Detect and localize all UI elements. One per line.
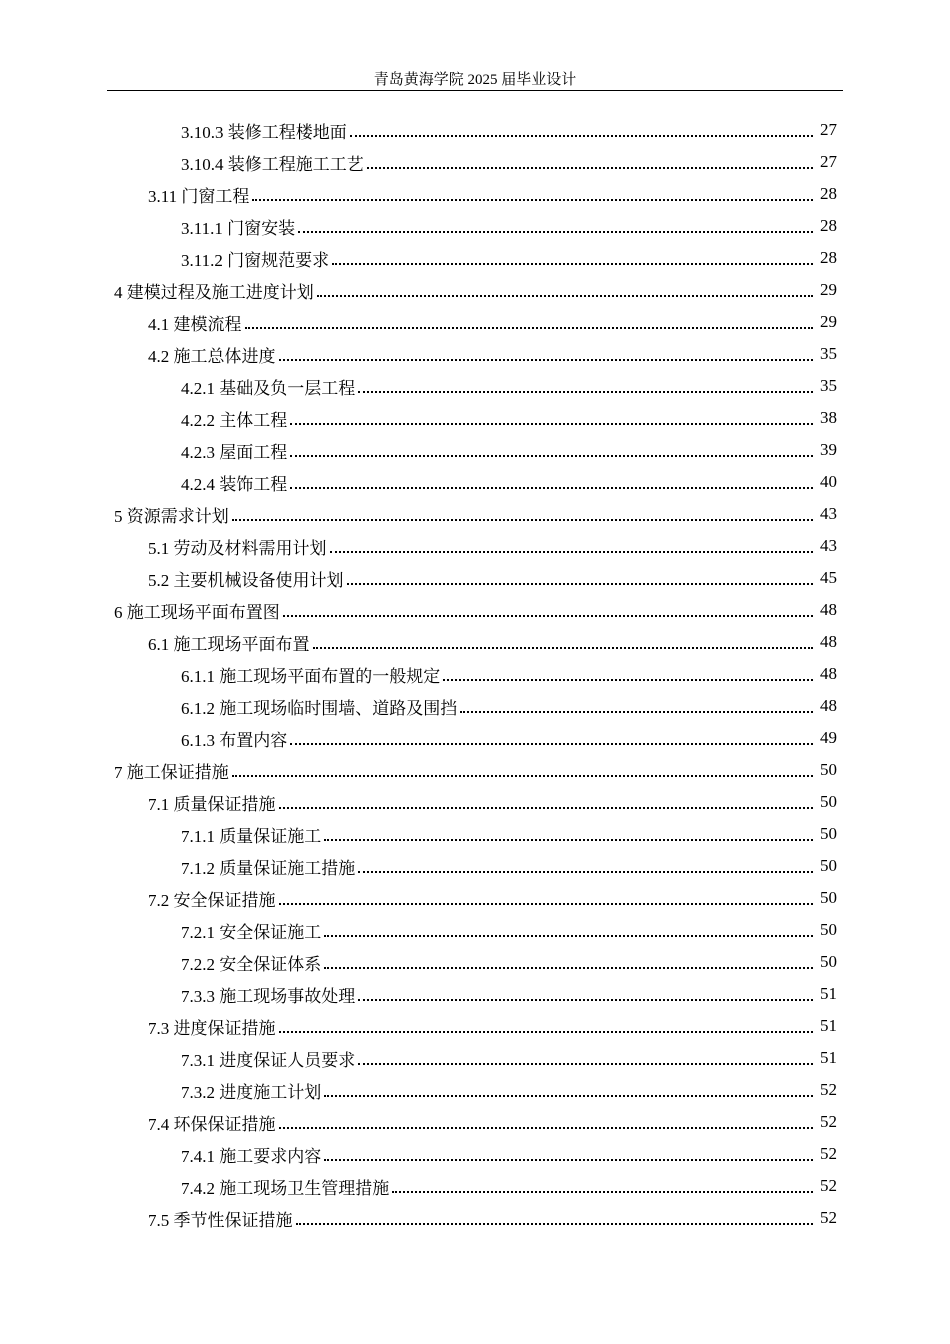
toc-entry[interactable] bbox=[0, 722, 837, 754]
toc-entry-label: 7 施工保证措施 bbox=[114, 762, 229, 782]
toc-entry[interactable] bbox=[0, 850, 837, 882]
toc-entry[interactable] bbox=[0, 978, 837, 1010]
dot-leader bbox=[245, 326, 814, 329]
dot-leader bbox=[296, 1222, 814, 1225]
toc-entry-page-number: 48 bbox=[820, 600, 837, 619]
toc-entry-page-number: 43 bbox=[820, 504, 837, 523]
dot-leader bbox=[298, 230, 813, 233]
toc-entry-page-number: 50 bbox=[820, 824, 837, 843]
dot-leader bbox=[324, 934, 813, 937]
toc-entry[interactable] bbox=[0, 338, 837, 370]
toc-entry-label: 6.1 施工现场平面布置 bbox=[148, 634, 310, 654]
toc-entry[interactable] bbox=[0, 1138, 837, 1170]
dot-leader bbox=[252, 198, 813, 201]
header-title: 青岛黄海学院 2025 届毕业设计 bbox=[373, 72, 577, 88]
toc-entry-label: 4.2.4 装饰工程 bbox=[181, 474, 288, 494]
dot-leader bbox=[290, 422, 813, 425]
toc-entry-label: 4.2.2 主体工程 bbox=[181, 410, 288, 430]
toc-entry-page-number: 50 bbox=[820, 952, 837, 971]
toc-entry-page-number: 45 bbox=[820, 568, 837, 587]
toc-entry[interactable] bbox=[0, 1170, 837, 1202]
toc-entry-page-number: 28 bbox=[820, 184, 837, 203]
dot-leader bbox=[460, 710, 813, 713]
toc-entry-page-number: 50 bbox=[820, 856, 837, 875]
toc-entry-page-number: 48 bbox=[820, 664, 837, 683]
toc-entry-page-number: 27 bbox=[820, 120, 837, 139]
dot-leader bbox=[279, 1030, 814, 1033]
toc-entry[interactable] bbox=[0, 818, 837, 850]
toc-entry-label: 7.2 安全保证措施 bbox=[148, 890, 276, 910]
toc-entry-label: 3.11 门窗工程 bbox=[148, 186, 250, 206]
toc-entry-page-number: 48 bbox=[820, 632, 837, 651]
toc-entry-page-number: 29 bbox=[820, 312, 837, 331]
toc-entry[interactable] bbox=[0, 530, 837, 562]
dot-leader bbox=[290, 486, 813, 489]
toc-entry[interactable] bbox=[0, 882, 837, 914]
dot-leader bbox=[279, 1126, 814, 1129]
toc-entry-label: 7.3.2 进度施工计划 bbox=[181, 1082, 322, 1102]
toc-entry-page-number: 52 bbox=[820, 1080, 837, 1099]
toc-entry-page-number: 51 bbox=[820, 1048, 837, 1067]
toc-entry-label: 7.3.1 进度保证人员要求 bbox=[181, 1050, 356, 1070]
toc-entry[interactable] bbox=[0, 306, 837, 338]
toc-entry-label: 7.4 环保保证措施 bbox=[148, 1114, 276, 1134]
toc-entry[interactable] bbox=[0, 434, 837, 466]
toc-entry-label: 3.11.2 门窗规范要求 bbox=[181, 250, 330, 270]
dot-leader bbox=[279, 902, 814, 905]
dot-leader bbox=[324, 1158, 813, 1161]
toc-entry[interactable] bbox=[0, 594, 837, 626]
toc-entry-page-number: 52 bbox=[820, 1176, 837, 1195]
toc-entry[interactable] bbox=[0, 1042, 837, 1074]
toc-entry-label: 6 施工现场平面布置图 bbox=[114, 602, 280, 622]
toc-entry-label: 7.5 季节性保证措施 bbox=[148, 1210, 293, 1230]
toc-entry-label: 7.4.2 施工现场卫生管理措施 bbox=[181, 1178, 390, 1198]
toc-entry-page-number: 28 bbox=[820, 248, 837, 267]
toc-entry[interactable] bbox=[0, 242, 837, 274]
toc-entry-label: 5 资源需求计划 bbox=[114, 506, 229, 526]
toc-entry[interactable] bbox=[0, 1074, 837, 1106]
dot-leader bbox=[317, 294, 813, 297]
toc-entry-label: 5.1 劳动及材料需用计划 bbox=[148, 538, 327, 558]
toc-entry-label: 3.10.3 装修工程楼地面 bbox=[181, 122, 347, 142]
toc-entry-page-number: 35 bbox=[820, 376, 837, 395]
dot-leader bbox=[367, 166, 813, 169]
toc-entry-label: 7.1 质量保证措施 bbox=[148, 794, 276, 814]
toc-entry-label: 6.1.3 布置内容 bbox=[181, 730, 288, 750]
toc-entry[interactable] bbox=[0, 1010, 837, 1042]
toc-entry-page-number: 52 bbox=[820, 1112, 837, 1131]
toc-entry-label: 7.2.1 安全保证施工 bbox=[181, 922, 322, 942]
toc-entry-page-number: 40 bbox=[820, 472, 837, 491]
dot-leader bbox=[332, 262, 813, 265]
toc-entry[interactable] bbox=[0, 754, 837, 786]
toc-entry-label: 4.2.1 基础及负一层工程 bbox=[181, 378, 356, 398]
toc-entry[interactable] bbox=[0, 402, 837, 434]
toc-entry-label: 4.2.3 屋面工程 bbox=[181, 442, 288, 462]
dot-leader bbox=[358, 390, 813, 393]
toc-entry[interactable] bbox=[0, 1106, 837, 1138]
toc-entry-page-number: 39 bbox=[820, 440, 837, 459]
toc-entry[interactable] bbox=[0, 562, 837, 594]
dot-leader bbox=[232, 518, 813, 521]
table-of-contents bbox=[0, 114, 950, 1234]
toc-entry-page-number: 28 bbox=[820, 216, 837, 235]
toc-entry[interactable] bbox=[0, 178, 837, 210]
toc-entry-label: 3.10.4 装修工程施工工艺 bbox=[181, 154, 364, 174]
toc-entry-label: 7.4.1 施工要求内容 bbox=[181, 1146, 322, 1166]
toc-entry[interactable] bbox=[0, 1202, 837, 1234]
toc-entry[interactable] bbox=[0, 914, 837, 946]
dot-leader bbox=[330, 550, 814, 553]
toc-entry-label: 6.1.1 施工现场平面布置的一般规定 bbox=[181, 666, 441, 686]
toc-entry-page-number: 38 bbox=[820, 408, 837, 427]
dot-leader bbox=[324, 838, 813, 841]
dot-leader bbox=[279, 358, 814, 361]
dot-leader bbox=[290, 742, 813, 745]
toc-entry-page-number: 49 bbox=[820, 728, 837, 747]
toc-entry-page-number: 43 bbox=[820, 536, 837, 555]
toc-entry[interactable] bbox=[0, 498, 837, 530]
dot-leader bbox=[283, 614, 813, 617]
dot-leader bbox=[392, 1190, 813, 1193]
toc-entry[interactable] bbox=[0, 210, 837, 242]
toc-entry[interactable] bbox=[0, 146, 837, 178]
dot-leader bbox=[358, 870, 813, 873]
toc-entry-page-number: 27 bbox=[820, 152, 837, 171]
toc-entry[interactable] bbox=[0, 946, 837, 978]
toc-entry[interactable] bbox=[0, 114, 837, 146]
toc-entry-page-number: 50 bbox=[820, 920, 837, 939]
dot-leader bbox=[313, 646, 814, 649]
toc-entry-label: 7.1.2 质量保证施工措施 bbox=[181, 858, 356, 878]
toc-entry[interactable] bbox=[0, 626, 837, 658]
toc-entry-label: 7.3.3 施工现场事故处理 bbox=[181, 986, 356, 1006]
dot-leader bbox=[443, 678, 813, 681]
toc-entry-label: 4.1 建模流程 bbox=[148, 314, 242, 334]
toc-entry-label: 3.11.1 门窗安装 bbox=[181, 218, 296, 238]
dot-leader bbox=[290, 454, 813, 457]
toc-entry-page-number: 50 bbox=[820, 792, 837, 811]
toc-entry[interactable] bbox=[0, 658, 837, 690]
toc-entry-label: 5.2 主要机械设备使用计划 bbox=[148, 570, 344, 590]
toc-entry[interactable] bbox=[0, 370, 837, 402]
toc-entry-page-number: 48 bbox=[820, 696, 837, 715]
toc-entry[interactable] bbox=[0, 466, 837, 498]
dot-leader bbox=[279, 806, 814, 809]
toc-entry-page-number: 51 bbox=[820, 984, 837, 1003]
toc-entry-label: 4 建模过程及施工进度计划 bbox=[114, 282, 314, 302]
toc-entry-page-number: 35 bbox=[820, 344, 837, 363]
toc-entry-page-number: 52 bbox=[820, 1144, 837, 1163]
dot-leader bbox=[324, 1094, 813, 1097]
toc-entry[interactable] bbox=[0, 786, 837, 818]
dot-leader bbox=[358, 1062, 813, 1065]
toc-entry-label: 6.1.2 施工现场临时围墙、道路及围挡 bbox=[181, 698, 458, 718]
header-divider bbox=[107, 90, 843, 91]
toc-entry-page-number: 29 bbox=[820, 280, 837, 299]
page-header bbox=[107, 70, 843, 90]
toc-entry-page-number: 50 bbox=[820, 888, 837, 907]
toc-entry-label: 7.2.2 安全保证体系 bbox=[181, 954, 322, 974]
toc-entry-page-number: 51 bbox=[820, 1016, 837, 1035]
toc-entry-label: 7.3 进度保证措施 bbox=[148, 1018, 276, 1038]
toc-entry-label: 7.1.1 质量保证施工 bbox=[181, 826, 322, 846]
toc-entry[interactable] bbox=[0, 690, 837, 722]
dot-leader bbox=[350, 134, 813, 137]
dot-leader bbox=[358, 998, 813, 1001]
toc-entry[interactable] bbox=[0, 274, 837, 306]
toc-entry-page-number: 50 bbox=[820, 760, 837, 779]
dot-leader bbox=[347, 582, 814, 585]
dot-leader bbox=[232, 774, 813, 777]
toc-entry-label: 4.2 施工总体进度 bbox=[148, 346, 276, 366]
dot-leader bbox=[324, 966, 813, 969]
toc-entry-page-number: 52 bbox=[820, 1208, 837, 1227]
